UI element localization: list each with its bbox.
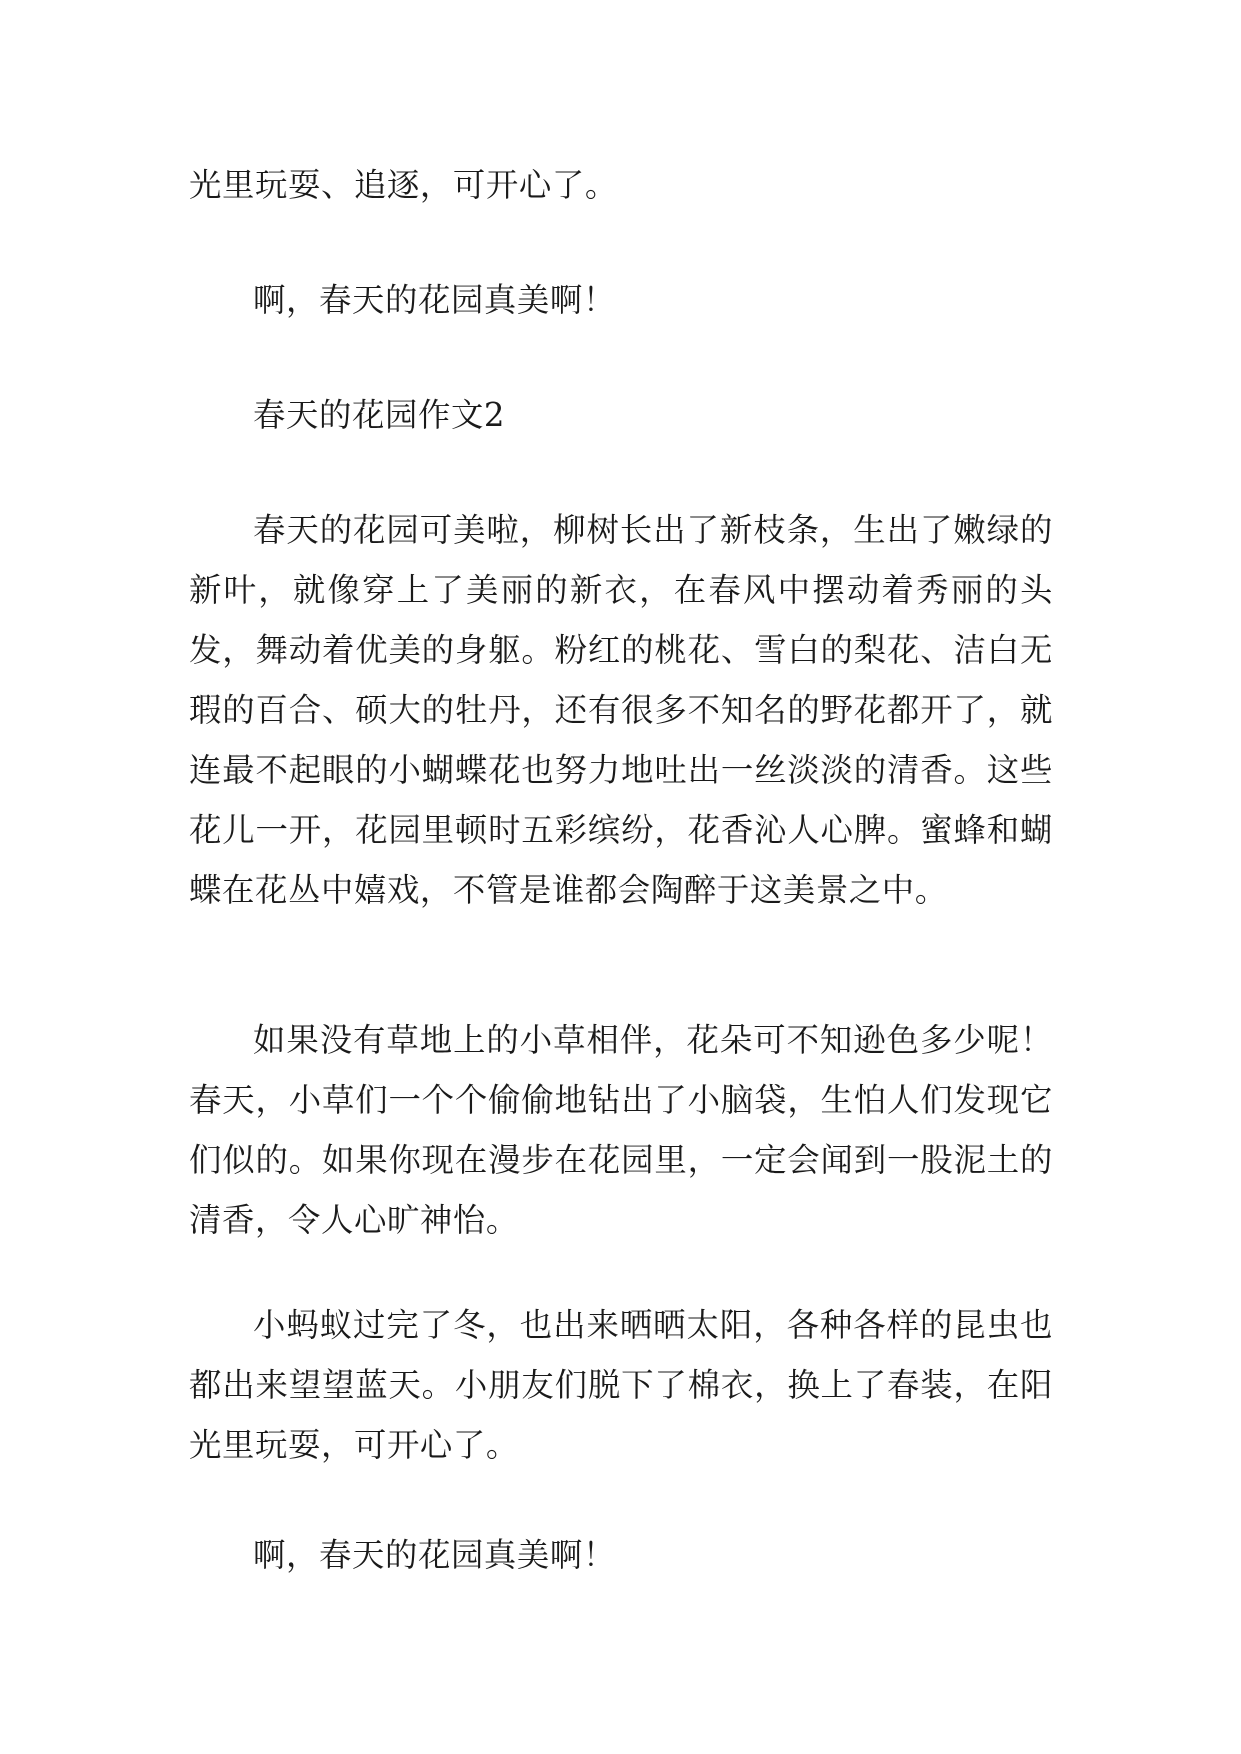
paragraph-body-2: 如果没有草地上的小草相伴，花朵可不知逊色多少呢！春天，小草们一个个偷偷地钻出了小脑袋，生怕人们发现它们似的。如果你现在漫步在花园里，一定会闻到一股泥土的清香，令人心旷神怡。 bbox=[189, 1021, 1053, 1239]
paragraph-body-3: 小蚂蚁过完了冬，也出来晒晒太阳，各种各样的昆虫也都出来望望蓝天。小朋友们脱下了棉衣，换上了春装，在阳光里玩耍，可开心了。 bbox=[189, 1306, 1053, 1464]
paragraph-exclamation-2: 啊，春天的花园真美啊！ bbox=[253, 1536, 616, 1574]
paragraph-continuation: 光里玩耍、追逐，可开心了。 bbox=[189, 166, 618, 204]
paragraph-body-1: 春天的花园可美啦，柳树长出了新枝条，生出了嫩绿的新叶，就像穿上了美丽的新衣，在春风中摆动着秀丽的头发，舞动着优美的身躯。粉红的桃花、雪白的梨花、洁白无瑕的百合、硕大的牡丹，还有很多不知名的野花都开了，就连最不起眼的小蝴蝶花也努力地吐出一丝淡淡的清香。这些花儿一开，花园里顿时五彩缤纷，花香沁人心脾。蜜蜂和蝴蝶在花丛中嬉戏，不管是谁都会陶醉于这美景之中。 bbox=[189, 511, 1053, 909]
essay-title: 春天的花园作文2 bbox=[253, 396, 506, 434]
paragraph-exclamation: 啊，春天的花园真美啊！ bbox=[253, 281, 616, 319]
